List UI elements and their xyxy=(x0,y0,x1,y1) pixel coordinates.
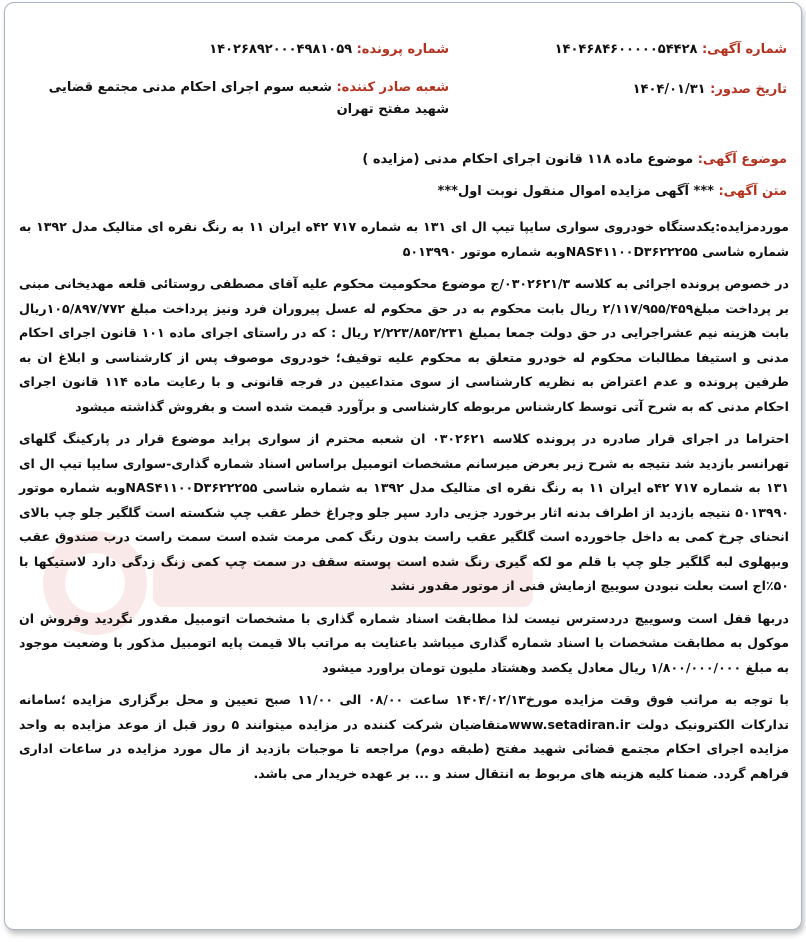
issue-date-label: تاریخ صدور: xyxy=(710,82,787,97)
paragraph-expert-report: احتراما در اجرای قرار صادره در پرونده کلاسه ۰۳۰۲۶۲۱ ان شعبه محترم از سواری پراید موضوع قرار در پارکینگ گلهای تهرانسر بازدید شد نتیجه به شرح زیر بعرض میرسانم مشخصات اتومبیل براساس اسناد شماره گذاری-سواری سایپا تیپ ال ای ۱۳۱ به شماره ۷۱۷ ۴۲ه ایران ۱۱ به رنگ نقره ای متالیک مدل ۱۳۹۲ به شماره شاسی NAS۴۱۱۰۰D۳۶۲۲۲۵۵وبه شماره موتور ۵۰۱۳۹۹۰ نتیجه بازدید از اطراف بدنه اثار برخورد جزیی دارد سپر جلو وچراغ خطر عقب چپ شکسته است گلگیر جلو چپ بالای انحنای چرخ کمی به داخل جاخورده است گلگیر عقب راست بدون رنگ کمی مرمت شده است سمت راست درب صندوق عقب وبپهلوی لبه گلگیر جلو چپ با قلم مو لکه گیری رنگ شده است پوسته سقف در سمت چپ کمی زنگ زدگی دارد لاستیکها با ۵۰٪اج است بعلت نبودن سوییچ ازمایش فنی از موتور مقدور نشد xyxy=(19,431,789,593)
file-number-row xyxy=(209,39,449,61)
issuer: شعبه سوم اجرای احکام مدنی مجتمع قضایی شهید مفتح تهران xyxy=(48,80,449,117)
subject: موضوع ماده ۱۱۸ قانون اجرای احکام مدنی (مزایده ) xyxy=(362,152,694,167)
subject-row xyxy=(362,149,787,171)
text-title: *** آگهی مزایده اموال منقول نوبت اول*** xyxy=(437,184,714,199)
ad-number-label: شماره آگهی: xyxy=(701,42,787,57)
text-label: متن آگهی: xyxy=(718,184,787,199)
paragraph-item: موردمزایده:یکدستگاه خودروی سواری سایپا تیپ ال ای ۱۳۱ به شماره ۷۱۷ ۴۲ه ایران ۱۱ به رنگ نقره ای متالیک مدل ۱۳۹۲ به شماره شاسی NAS۴۱۱۰۰D۳۶۲۲۲۵۵وبه شماره موتور ۵۰۱۳۹۹۰ xyxy=(19,219,789,259)
issue-date-row xyxy=(633,79,787,101)
notice-page xyxy=(4,2,802,930)
issuer-row xyxy=(19,77,449,121)
paragraph-valuation: دربها قفل است وسوییچ دردسترس نیست لذا مطابقت اسناد شماره گذاری با مشخصات اتومبیل مقدور نگردید وفروش ان موکول به مطابقت مشخصات با اسناد شماره گذاری میباشد باعنایت به مراتب بالا قیمت پایه اتومبیل مذکور با وضعیت موجود به مبلغ ۱/۸۰۰/۰۰۰/۰۰۰ ریال معادل یکصد وهشتاد ملیون تومان براورد میشود xyxy=(19,610,789,675)
file-number-label: شماره پرونده: xyxy=(356,42,449,57)
ad-number: ۱۴۰۴۶۸۴۶۰۰۰۰۰۵۴۴۲۸ xyxy=(554,42,698,57)
subject-label: موضوع آگهی: xyxy=(697,152,787,167)
notice-body xyxy=(19,215,789,794)
issuer-label: شعبه صادر کننده: xyxy=(336,80,449,95)
paragraph-description: در خصوص پرونده اجرائی به کلاسه ۰۳۰۲۶۲۱/۳/ج موضوع محکومیت محکوم علیه آقای مصطفی روستائی قلعه مهدیخانی مبنی بر پرداخت مبلغ۲/۱۱۷/۹۵۵/۴۵۹ ریال بابت محکوم به در حق محکوم له عسل پیروران فرد ونیز پرداخت مبلغ ۱۰۵/۸۹۷/۷۷۲ریال بابت هزینه نیم عشراجرایی در حق دولت جمعا بمبلغ ۲/۲۲۳/۸۵۳/۲۳۱ ریال : که در راستای اجرای ماده ۱۰۱ قانون اجرای احکام مدنی و استیفا مطالبات محکوم له خودرو متعلق به محکوم علیه توقیف؛ خودروی موصوف پس از کارشناسی و ابلاغ ان به طرفین پرونده و عدم اعتراض به نظریه کارشناسی از سوی متداعیین در فرجه قانونی و با رعایت ماده ۱۱۴ قانون اجرای احکام مدنی که به شرح آتی توسط کارشناس مربوطه کارشناسی و برآورد قیمت شده است و بفروش گذاشته میشود xyxy=(19,276,790,414)
paragraph-auction-time: با توجه به مراتب فوق وقت مزایده مورخ۱۴۰۴/۰۲/۱۳ ساعت ۰۸/۰۰ الی ۱۱/۰۰ صبح تعیین و محل برگزاری مزایده ؛سامانه تدارکات الکترونیک دولت www.setadiran.irمتقاضیان شرکت کننده در مزایده میتوانند ۵ روز قبل از موعد مزایده به واحد مزایده اجرای احکام مجتمع قضائی شهید مفتح (طبقه دوم) مراجعه تا موجبات بازدید از مال مورد مزایده در ساعات اداری فراهم گردد. ضمنا کلیه هزینه های مربوط به انتقال سند و ... بر عهده خریدار می باشد. xyxy=(19,692,789,781)
issue-date: ۱۴۰۴/۰۱/۳۱ xyxy=(632,82,706,97)
text-title-row xyxy=(438,181,787,203)
file-number: ۱۴۰۲۶۸۹۲۰۰۰۴۹۸۱۰۵۹ xyxy=(209,42,353,57)
ad-number-row xyxy=(555,39,787,61)
